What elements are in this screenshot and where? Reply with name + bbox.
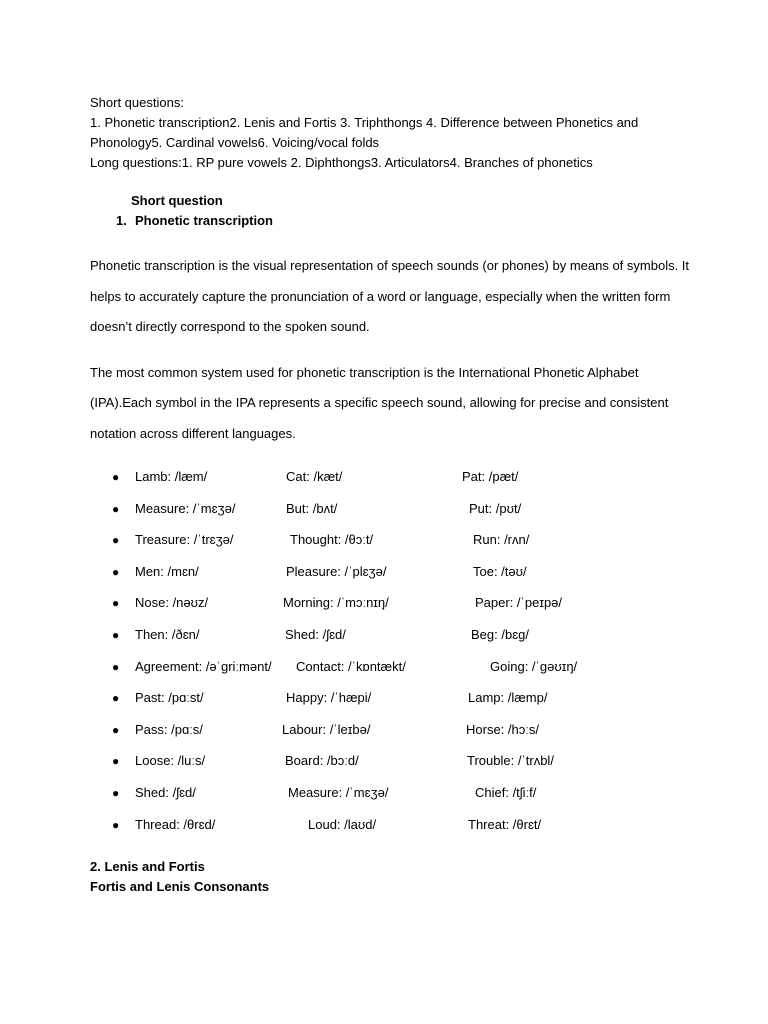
list-item — [90, 467, 690, 499]
bullet-icon: ● — [112, 785, 120, 800]
bullet-icon: ● — [112, 533, 120, 548]
list-item — [90, 625, 690, 657]
word-transcription: Measure: /ˈmɛʒə/ — [288, 784, 389, 800]
list-item — [90, 657, 690, 689]
word-transcription: Chief: /tʃiːf/ — [475, 784, 537, 800]
transcription-list — [90, 467, 690, 846]
paragraph-definition: Phonetic transcription is the visual representation of speech sounds (or phones) by means of symbols. It helps to accurately capture the pronunciation of a word or language, especially when the written form doesn’t directly correspond to the spoken sound. — [90, 258, 690, 334]
word-transcription: Pat: /pæt/ — [462, 469, 519, 484]
word-transcription: Run: /rʌn/ — [473, 532, 530, 548]
word-transcription: Paper: /ˈpeɪpə/ — [475, 595, 563, 611]
word-transcription: Loose: /luːs/ — [135, 753, 206, 769]
word-transcription: Measure: /ˈmɛʒə/ — [135, 500, 236, 516]
word-transcription: Men: /mɛn/ — [135, 563, 199, 579]
list-item — [90, 593, 690, 625]
word-transcription: Morning: /ˈmɔːnɪŋ/ — [283, 595, 389, 611]
word-transcription: Nose: /nəʊz/ — [135, 595, 209, 611]
word-transcription: But: /bʌt/ — [286, 500, 338, 516]
word-transcription: Beg: /bɛg/ — [471, 626, 529, 642]
word-transcription: Put: /pʊt/ — [469, 500, 522, 516]
bullet-icon: ● — [112, 596, 120, 611]
heading-text: Phonetic transcription — [135, 213, 273, 228]
short-question-heading: Short question — [131, 193, 223, 208]
bullet-icon: ● — [112, 659, 120, 674]
bullet-icon: ● — [112, 817, 120, 832]
word-transcription: Past: /pɑːst/ — [135, 690, 204, 706]
word-transcription: Shed: /ʃɛd/ — [285, 626, 346, 642]
heading-number: 1. — [116, 213, 127, 228]
list-item — [90, 783, 690, 815]
intro-line-1: Short questions: — [90, 95, 184, 110]
word-transcription: Treasure: /ˈtrɛʒə/ — [135, 532, 234, 548]
word-transcription: Toe: /təʊ/ — [473, 563, 527, 579]
word-transcription: Cat: /kæt/ — [286, 469, 343, 484]
bullet-icon: ● — [112, 722, 120, 737]
bullet-icon: ● — [112, 754, 120, 769]
list-item — [90, 499, 690, 531]
document-page — [90, 93, 690, 897]
word-transcription: Loud: /laʊd/ — [308, 816, 377, 832]
list-item — [90, 815, 690, 847]
lenis-fortis-heading: 2. Lenis and Fortis — [90, 859, 205, 875]
word-transcription: Pass: /pɑːs/ — [135, 721, 203, 737]
list-item — [90, 720, 690, 752]
word-transcription: Pleasure: /ˈplɛʒə/ — [286, 563, 387, 579]
word-transcription: Contact: /ˈkɒntækt/ — [296, 658, 406, 674]
word-transcription: Board: /bɔːd/ — [285, 753, 359, 769]
list-item — [90, 562, 690, 594]
word-transcription: Then: /ðɛn/ — [135, 626, 200, 642]
bullet-icon: ● — [112, 470, 120, 484]
word-transcription: Going: /ˈgəʊɪŋ/ — [490, 658, 578, 674]
word-transcription: Agreement: /əˈgriːmənt/ — [135, 658, 272, 674]
intro-block — [90, 93, 690, 173]
bullet-icon: ● — [112, 501, 120, 516]
paragraph-ipa: The most common system used for phonetic transcription is the International Phonetic Alphabet (IPA).Each symbol in the IPA represents a specific speech sound, allowing for precise and consistent notation across different languages. — [90, 364, 669, 441]
word-transcription: Lamp: /læmp/ — [468, 690, 548, 706]
intro-line-4: Long questions:1. RP pure vowels 2. Diphthongs3. Articulators4. Branches of phonetics — [90, 155, 593, 170]
phonetic-transcription-heading — [116, 211, 690, 231]
word-transcription: Happy: /ˈhæpi/ — [286, 690, 372, 706]
bullet-icon: ● — [112, 627, 120, 642]
word-transcription: Thought: /θɔːt/ — [290, 532, 374, 548]
list-item — [90, 530, 690, 562]
list-item — [90, 751, 690, 783]
list-item — [90, 688, 690, 720]
bullet-icon: ● — [112, 691, 120, 706]
intro-line-2: 1. Phonetic transcription2. Lenis and Fortis 3. Triphthongs 4. Difference between Phonetics and — [90, 115, 639, 130]
word-transcription: Threat: /θrɛt/ — [468, 816, 542, 832]
word-transcription: Lamb: /læm/ — [135, 469, 208, 484]
word-transcription: Shed: /ʃɛd/ — [135, 784, 196, 800]
bullet-icon: ● — [112, 564, 120, 579]
word-transcription: Horse: /hɔːs/ — [466, 721, 539, 737]
word-transcription: Thread: /θrɛd/ — [135, 816, 216, 832]
word-transcription: Trouble: /ˈtrʌbl/ — [467, 753, 554, 769]
intro-line-3: Phonology5. Cardinal vowels6. Voicing/vocal folds — [90, 135, 380, 150]
word-transcription: Labour: /ˈleɪbə/ — [282, 721, 371, 737]
fortis-lenis-subheading: Fortis and Lenis Consonants — [90, 879, 270, 895]
